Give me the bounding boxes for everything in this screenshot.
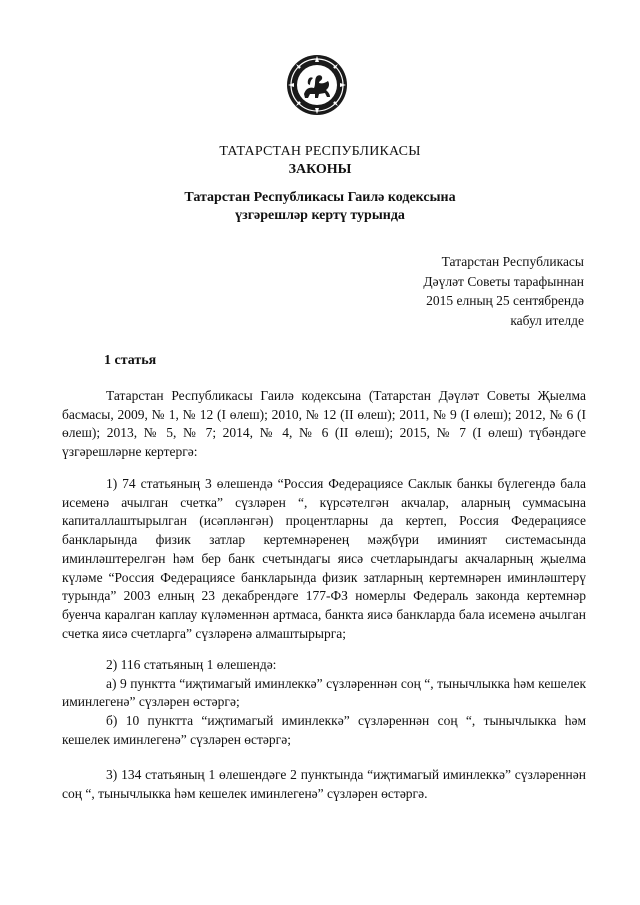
law-title-line1: Татарстан Республикасы Гаилә кодексына <box>184 190 456 205</box>
item-3-paragraph: 3) 134 статьяның 1 өлешендәге 2 пунктында “иҗтимагый иминлеккә” сүзләреннән соң “, тынычлыкка һәм кешелек иминлегенә” сүзләрен өстәргә. <box>62 767 586 801</box>
header-law: ЗАКОНЫ <box>288 162 352 177</box>
law-title-line2: үзгәрешләр кертү турында <box>235 208 405 223</box>
header-republic: ТАТАРСТАН РЕСПУБЛИКАСЫ <box>219 144 421 159</box>
adoption-line1: Татарстан Республикасы <box>441 254 584 269</box>
item-2-intro: 2) 116 статьяның 1 өлешендә: <box>106 657 277 672</box>
article-heading: 1 статья <box>104 353 157 368</box>
adoption-line3: 2015 елның 25 сентябрендә <box>426 293 584 308</box>
item-1-paragraph: 1) 74 статьяның 3 өлешендә “Россия Федерациясе Саклык банкы бүлегендә бала исеменә ачылган счетка” сүзләрен “, күрсәтелгән акчалар, аларның суммасына капиталлаштырылган (исәпләнгән) процентларны да кертеп, Россия Федерациясе банкларында физик затлар кертемнәренең мәҗбүри иминият системасында иминләштерелгән һәм бер банк счетындагы яисә счетларындагы акчаларның җыелма күләме “Россия Федерациясе банкларында физик затларның кертемнәрен иминләштерү турында” 2003 елның 23 декабрендәге 177-ФЗ номерлы Федераль законда кертемнәр буенча каралган каплау күләменнән артмаса, банкта яисә банкларда бала исеменә ачылган счетка яисә счетларга” сүзләренә алмаштырырга; <box>62 476 586 641</box>
item-2-subitem-a: а) 9 пунктта “иҗтимагый иминлеккә” сүзләреннән соң “, тынычлыкка һәм кешелек иминлегенә” сүзләрен өстәргә; <box>62 675 586 710</box>
tatarstan-emblem-icon <box>286 54 348 116</box>
item-2-subitem-b: б) 10 пунктта “иҗтимагый иминлеккә” сүзләреннән соң “, тынычлыкка һәм кешелек иминлегенә” сүзләрен өстәргә; <box>62 713 586 747</box>
adoption-line2: Дәүләт Советы тарафыннан <box>423 273 584 289</box>
adoption-line4: кабул ителде <box>510 312 584 328</box>
article-intro-paragraph: Татарстан Республикасы Гаилә кодексына (Татарстан Дәүләт Советы Җыелма басмасы, 2009, № 1, № 12 (I өлеш); 2010, № 12 (II өлеш); 2011, № 9 (I өлеш); 2012, № 6 (I өлеш); 2013, № 5, № 7; 2014, № 4, № 6 (II өлеш); 2015, № 7 (I өлеш) түбәндәге үзгәрешләрне кертергә: <box>62 388 586 460</box>
item-2-block <box>62 656 586 750</box>
adoption-note <box>364 252 584 330</box>
